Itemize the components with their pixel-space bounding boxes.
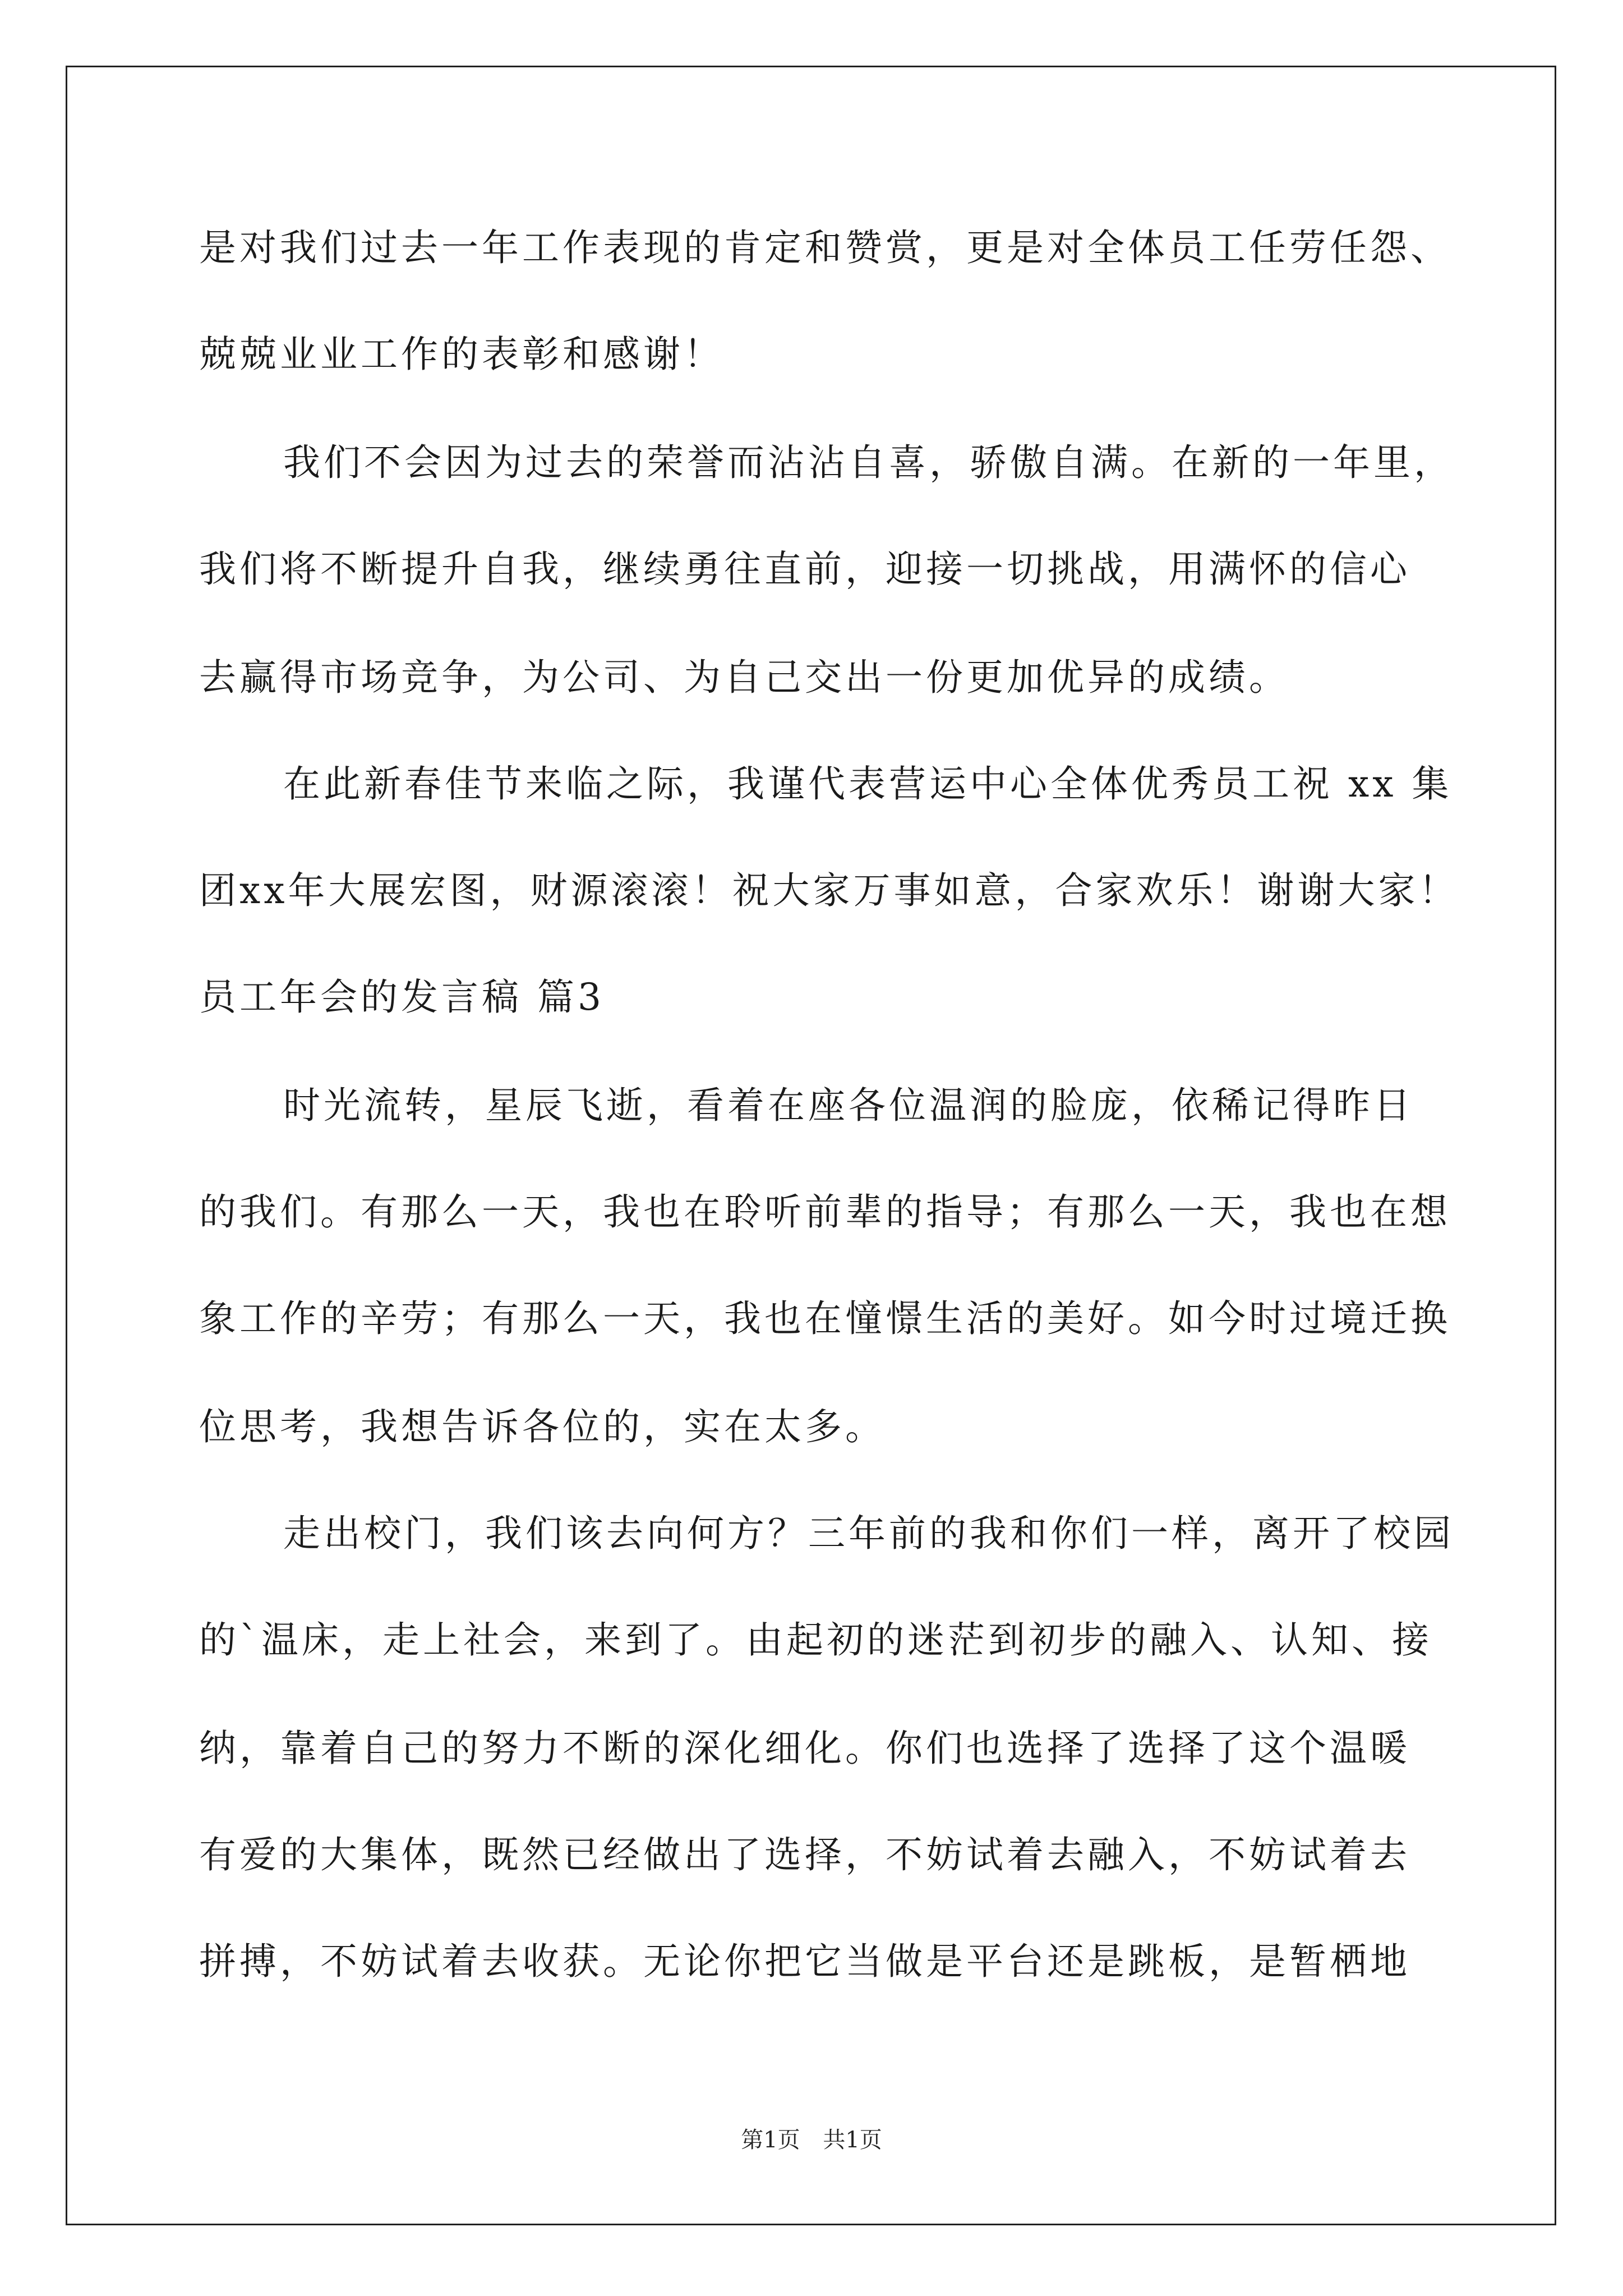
paragraph-line: 时光流转，星辰飞逝，看着在座各位温润的脸庞，依稀记得昨日 [283, 1084, 1414, 1127]
paragraph-line: 位思考，我想告诉各位的，实在太多。 [199, 1405, 886, 1448]
page-footer [0, 2126, 1623, 2154]
paragraph-line: 我们将不断提升自我，继续勇往直前，迎接一切挑战，用满怀的信心 [199, 547, 1410, 591]
paragraph-line: 在此新春佳节来临之际，我谨代表营运中心全体优秀员工祝 xx 集 [283, 762, 1453, 806]
paragraph-line: 兢兢业业工作的表彰和感谢！ [199, 333, 724, 376]
paragraph-line: 团xx年大展宏图，财源滚滚！祝大家万事如意，合家欢乐！谢谢大家！ [199, 869, 1459, 912]
paragraph-line: 象工作的辛劳；有那么一天，我也在憧憬生活的美好。如今时过境迁换 [199, 1297, 1451, 1340]
page-total: 共1页 [823, 2127, 882, 2153]
paragraph-line: 拼搏，不妨试着去收获。无论你把它当做是平台还是跳板，是暂栖地 [199, 1940, 1410, 1983]
paragraph-line: 有爱的大集体，既然已经做出了选择，不妨试着去融入，不妨试着去 [199, 1833, 1410, 1876]
page-number: 第1页 [741, 2127, 800, 2153]
paragraph-line: 是对我们过去一年工作表现的肯定和赞赏，更是对全体员工任劳任怨、 [199, 226, 1451, 269]
paragraph-line: 去赢得市场竞争，为公司、为自己交出一份更加优异的成绩。 [199, 656, 1289, 699]
page-frame [66, 66, 1556, 2225]
paragraph-line: 纳，靠着自己的努力不断的深化细化。你们也选择了选择了这个温暖 [199, 1727, 1410, 1770]
paragraph-line: 走出校门，我们该去向何方？三年前的我和你们一样，离开了校园 [283, 1512, 1454, 1555]
paragraph-line: 的`温床，走上社会，来到了。由起初的迷茫到初步的融入、认知、接 [199, 1618, 1432, 1662]
paragraph-line: 的我们。有那么一天，我也在聆听前辈的指导；有那么一天，我也在想 [199, 1190, 1451, 1234]
paragraph-line: 我们不会因为过去的荣誉而沾沾自喜，骄傲自满。在新的一年里， [283, 441, 1454, 484]
section-heading: 员工年会的发言稿 篇3 [199, 976, 605, 1019]
